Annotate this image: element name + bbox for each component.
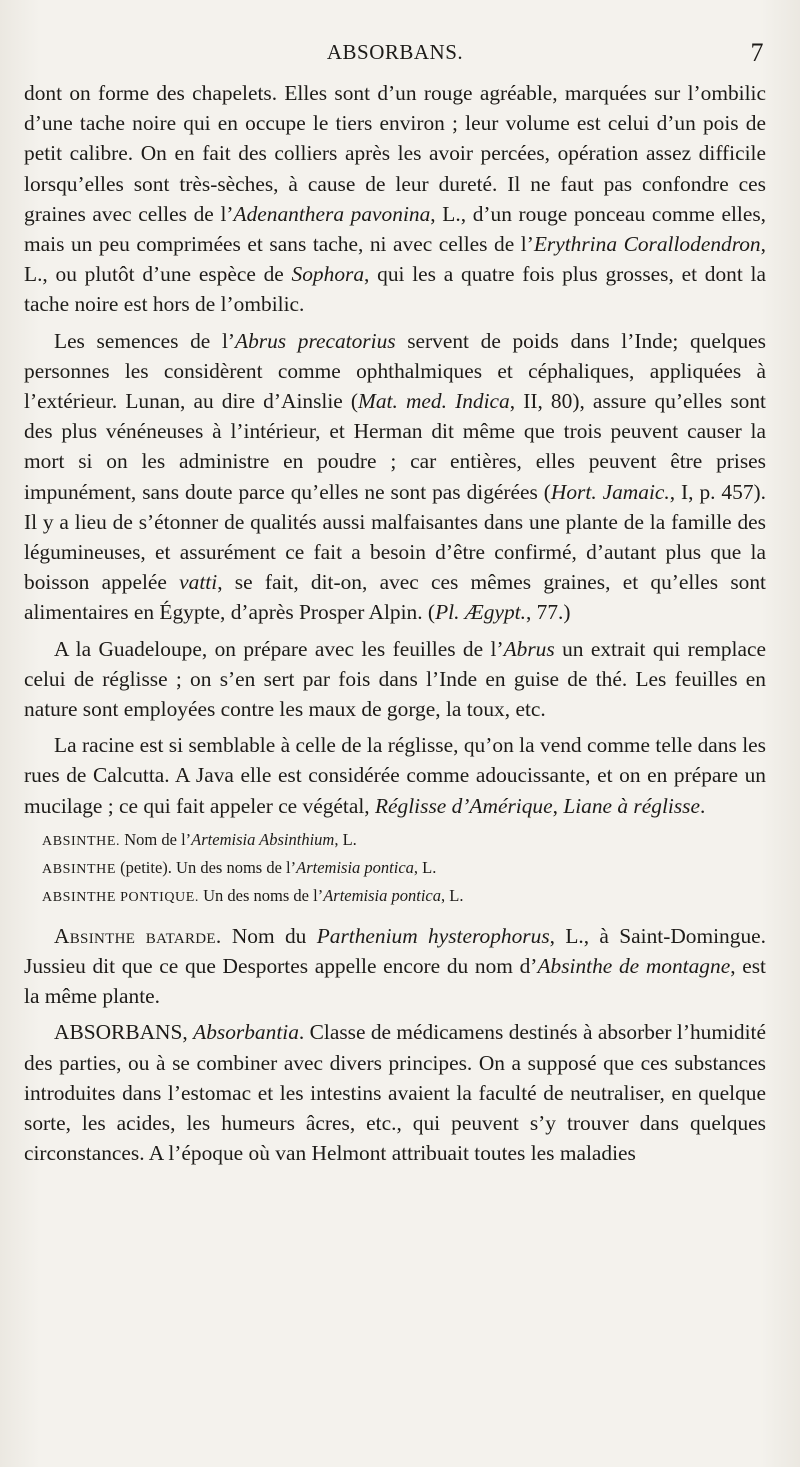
article-body xyxy=(24,78,766,1169)
italic-run: Artemisia pontica xyxy=(323,885,441,905)
italic-run: Artemisia pontica xyxy=(296,857,414,877)
text-run: , 77.) xyxy=(525,600,571,625)
italic-run: Absinthe de montagne xyxy=(537,954,731,979)
italic-run: Sophora xyxy=(291,262,365,287)
text-run: , L., ou plutôt d’une espèce de xyxy=(24,232,766,287)
entry-headword: ABSINTHE PONTIQUE. xyxy=(42,889,200,905)
italic-run: Pl. Ægypt. xyxy=(435,600,526,625)
italic-run: Hort. Jamaic. xyxy=(550,479,670,504)
text-run: , est la même plante. xyxy=(24,954,766,1009)
text-run: Les semences de l’ xyxy=(54,328,236,353)
entry-headword: ABSINTHE xyxy=(42,861,117,877)
entry-headword: ABSORBANS xyxy=(54,1020,183,1045)
entry-absinthe-petite xyxy=(24,855,766,883)
entry-headword: ABSINTHE. xyxy=(42,833,121,849)
text-run: Nom de l’ xyxy=(120,829,192,849)
italic-run: Mat. med. Indica xyxy=(358,389,510,414)
page-number: 7 xyxy=(750,38,764,67)
text-run: A la Guadeloupe, on prépare avec les feuilles de l’ xyxy=(54,636,504,661)
text-run: , qui les a quatre fois plus grosses, et dont la tache noire est hors de l’ombilic. xyxy=(24,262,766,317)
italic-run: Artemisia Absinthium xyxy=(191,829,335,849)
running-head-title: ABSORBANS. xyxy=(326,40,464,64)
text-run: (petite). Un des noms de l’ xyxy=(116,857,297,877)
italic-run: Abrus precatorius xyxy=(235,328,396,353)
text-run: , L. xyxy=(441,885,464,905)
text-run: Nom du xyxy=(221,923,317,948)
paragraph-semences xyxy=(24,326,766,628)
italic-run: Abrus xyxy=(503,636,555,661)
entry-absinthe-batarde xyxy=(24,921,766,1012)
text-run: . xyxy=(699,793,706,818)
text-run: . Classe de médicamens destinés à absorber l’humidité des parties, ou à se combiner avec divers principes. On a supposé que ces substances introduites dans l’estomac et les intestins avaient la faculté de neutraliser, en quelque sorte, les acides, les humeurs âcres, etc., qui peuvent s’y trouver dans quelques circonstances. A l’époque où van Helmont attribuait toutes les maladies xyxy=(24,1020,766,1166)
entry-absinthe xyxy=(24,827,766,855)
entry-absinthe-pontique xyxy=(24,883,766,911)
italic-run: Liane à réglisse xyxy=(563,793,700,818)
text-run: , L., d’un rouge ponceau comme elles, mais un peu comprimées et sans tache, ni avec celles de l’ xyxy=(24,201,766,257)
text-run: , L. xyxy=(334,829,357,849)
text-run: servent de poids dans l’Inde; quelques personnes les considèrent comme ophthalmiques et céphaliques, appliquées à l’extérieur. Lunan, au dire d’Ainslie ( xyxy=(24,328,766,414)
text-run: , I, p. 457). Il y a lieu de s’étonner de qualités aussi malfaisantes dans une plante de la famille des légumineuses, et assurément ce fait a besoin d’être confirmé, d’autant plus que la boisson appelée xyxy=(24,479,766,595)
text-run: , se fait, dit-on, avec ces mêmes graines, et qu’elles sont alimentaires en Égypte, d’après Prosper Alpin. ( xyxy=(24,570,766,625)
entry-absorbans xyxy=(24,1017,766,1168)
text-run: , xyxy=(182,1020,194,1045)
italic-run: Parthenium hysterophorus xyxy=(316,923,550,948)
text-run: , L. xyxy=(413,857,437,877)
text-run: , xyxy=(552,793,564,818)
text-run: , L., à Saint-Domingue. Jussieu dit que ce que Desportes appelle encore du nom d’ xyxy=(24,923,766,979)
text-run: un extrait qui remplace celui de réglisse ; on s’en sert par fois dans l’Inde en guise de thé. Les feuilles en nature sont employées contre les maux de gorge, la toux, etc. xyxy=(24,636,766,722)
italic-run: Absorbantia xyxy=(193,1020,299,1045)
text-run: La racine est si semblable à celle de la réglisse, qu’on la vend comme telle dans les rues de Calcutta. A Java elle est considérée comme adoucissante, et on en prépare un mucilage ; ce qui fait appeler ce végétal, xyxy=(24,733,766,818)
text-run: dont on forme des chapelets. Elles sont d’un rouge agréable, marquées sur l’ombilic d’une tache noire qui en occupe le tiers environ ; leur volume est celui d’un pois de petit calibre. On en fait des colliers après les avoir percées, opération assez difficile lorsqu’elles sont très-sèches, à cause de leur dureté. Il ne faut pas confondre ces graines avec celles de l’ xyxy=(24,81,766,226)
italic-run: Adenanthera pavonina xyxy=(233,201,431,226)
paragraph-chapelets xyxy=(24,78,766,320)
italic-run: Réglisse d’Amérique xyxy=(374,793,553,818)
running-head xyxy=(24,38,766,78)
paragraph-racine xyxy=(24,730,766,821)
entry-headword: Absinthe batarde. xyxy=(54,923,222,948)
italic-run: Erythrina Corallodendron xyxy=(533,232,761,257)
italic-run: vatti xyxy=(179,570,218,595)
text-run: , II, 80), assure qu’elles sont des plus vénéneuses à l’intérieur, et Herman dit même que trois peuvent causer la mort si on les administre en poudre ; car entières, elles peuvent être prises impunément, sans doute parce qu’elles ne sont pas digérées ( xyxy=(24,389,766,504)
text-run: Un des noms de l’ xyxy=(199,885,324,905)
paragraph-guadeloupe xyxy=(24,634,766,725)
